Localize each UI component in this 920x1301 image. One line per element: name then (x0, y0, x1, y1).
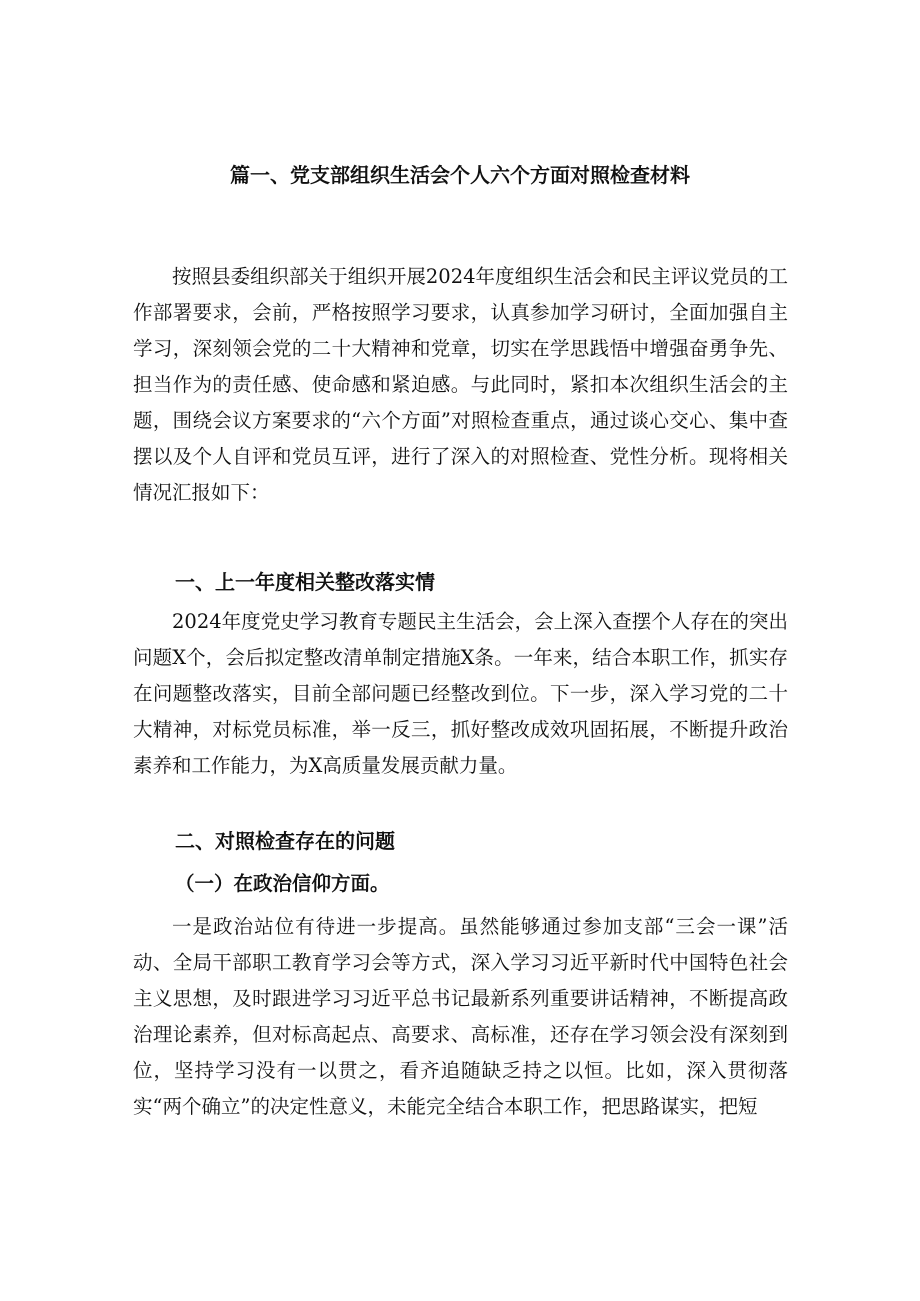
section-2-paragraph: 一是政治站位有待进一步提高。虽然能够通过参加支部“三会一课”活动、全局干部职工教育学习会等方式，深入学习习近平新时代中国特色社会主义思想，及时跟进学习习近平总书记最新系列重要讲话精神，不断提高政治理论素养，但对标高起点、高要求、高标准，还存在学习领会没有深刻到位，坚持学习没有一以贯之，看齐追随缺乏持之以恒。比如，深入贯彻落实“两个确立”的决定性意义，未能完全结合本职工作，把思路谋实，把短 (133, 915, 788, 1118)
section-1-heading: 一、上一年度相关整改落实情 (175, 570, 435, 594)
section-2-sub-heading: （一）在政治信仰方面。 (175, 872, 390, 895)
intro-paragraph: 按照县委组织部关于组织开展2024年度组织生活会和民主评议党员的工作部署要求，会前，严格按照学习要求，认真参加学习研讨，全面加强自主学习，深刻领会党的二十大精神和党章，切实在学思践悟中增强奋勇争先、担当作为的责任感、使命感和紧迫感。与此同时，紧扣本次组织生活会的主题，围绕会议方案要求的“六个方面”对照检查重点，通过谈心交心、集中查摆以及个人自评和党员互评，进行了深入的对照检查、党性分析。现将相关情况汇报如下： (133, 265, 788, 504)
document-title: 篇一、党支部组织生活会个人六个方面对照检查材料 (230, 163, 690, 187)
section-1-paragraph: 2024年度党史学习教育专题民主生活会，会上深入查摆个人存在的突出问题X个，会后拟定整改清单制定措施X条。一年来，结合本职工作，抓实存在问题整改落实，目前全部问题已经整改到位。下一步，深入学习党的二十大精神，对标党员标准，举一反三，抓好整改成效巩固拓展，不断提升政治素养和工作能力，为X高质量发展贡献力量。 (133, 610, 788, 777)
section-2-heading: 二、对照检查存在的问题 (175, 829, 395, 853)
